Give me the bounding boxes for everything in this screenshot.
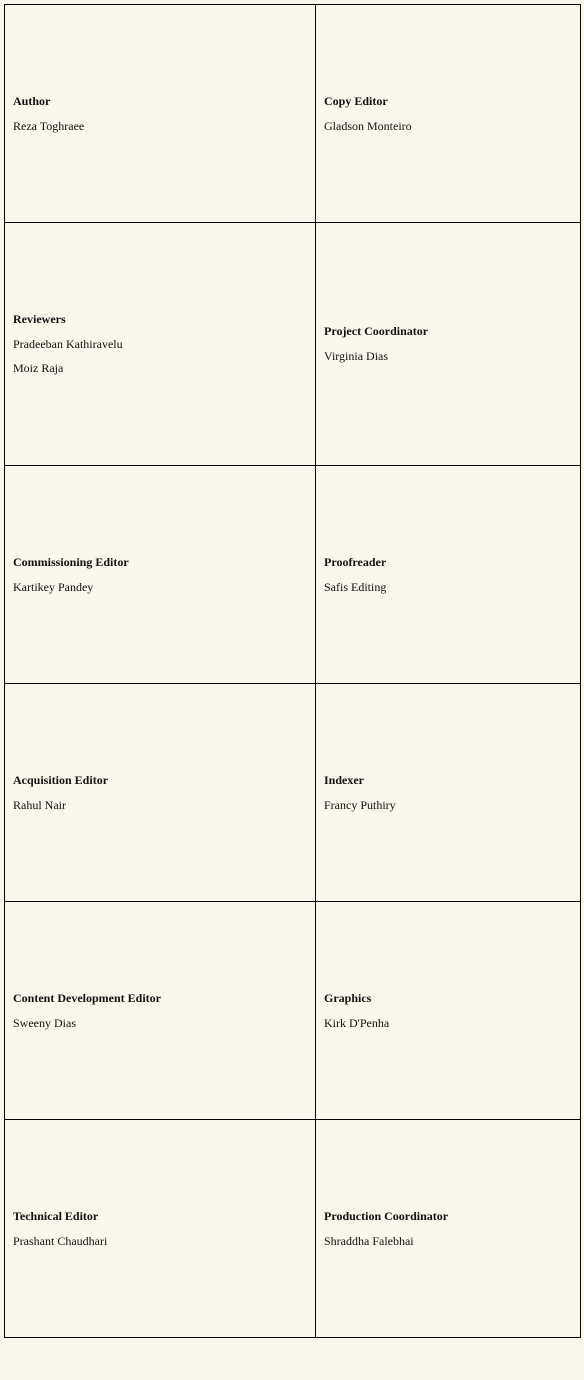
person-name: Shraddha Falebhai <box>324 1233 414 1248</box>
credits-row <box>5 902 581 1120</box>
credit-cell-copy-editor <box>316 5 581 223</box>
role-label: Production Coordinator <box>324 1208 449 1223</box>
credit-cell-technical-editor <box>5 1120 316 1338</box>
credit-cell-project-coordinator <box>316 223 581 466</box>
credits-row <box>5 5 581 223</box>
person-name: Pradeeban Kathiravelu <box>13 337 123 351</box>
role-label: Technical Editor <box>13 1208 99 1223</box>
credits-row <box>5 223 581 466</box>
person-name: Prashant Chaudhari <box>13 1233 108 1248</box>
person-name: Kartikey Pandey <box>13 579 94 594</box>
role-label: Graphics <box>324 990 372 1005</box>
credit-cell-acquisition-editor <box>5 684 316 902</box>
person-name: Rahul Nair <box>13 797 66 812</box>
person-name: Virginia Dias <box>324 349 389 363</box>
role-label: Reviewers <box>13 312 66 326</box>
role-label: Commissioning Editor <box>13 554 129 569</box>
role-label: Copy Editor <box>324 93 388 108</box>
credits-row <box>5 1120 581 1338</box>
person-name: Francy Puthiry <box>324 797 396 812</box>
person-name: Reza Toghraee <box>13 118 85 133</box>
credit-cell-proofreader <box>316 466 581 684</box>
role-label: Author <box>13 93 51 108</box>
role-label: Project Coordinator <box>324 324 429 338</box>
credit-cell-content-development-editor <box>5 902 316 1120</box>
person-name: Sweeny Dias <box>13 1015 76 1030</box>
person-name: Safis Editing <box>324 579 387 594</box>
credit-cell-author <box>5 5 316 223</box>
credit-cell-reviewers <box>5 223 316 466</box>
credits-row <box>5 684 581 902</box>
person-name: Moiz Raja <box>13 361 64 375</box>
credit-cell-graphics <box>316 902 581 1120</box>
role-label: Acquisition Editor <box>13 772 109 787</box>
person-name: Kirk D'Penha <box>324 1015 390 1030</box>
role-label: Content Development Editor <box>13 990 161 1005</box>
credit-cell-production-coordinator <box>316 1120 581 1338</box>
credit-cell-indexer <box>316 684 581 902</box>
role-label: Indexer <box>324 772 364 787</box>
credits-table <box>4 4 581 1338</box>
person-name: Gladson Monteiro <box>324 118 412 133</box>
role-label: Proofreader <box>324 554 387 569</box>
credits-row <box>5 466 581 684</box>
credit-cell-commissioning-editor <box>5 466 316 684</box>
